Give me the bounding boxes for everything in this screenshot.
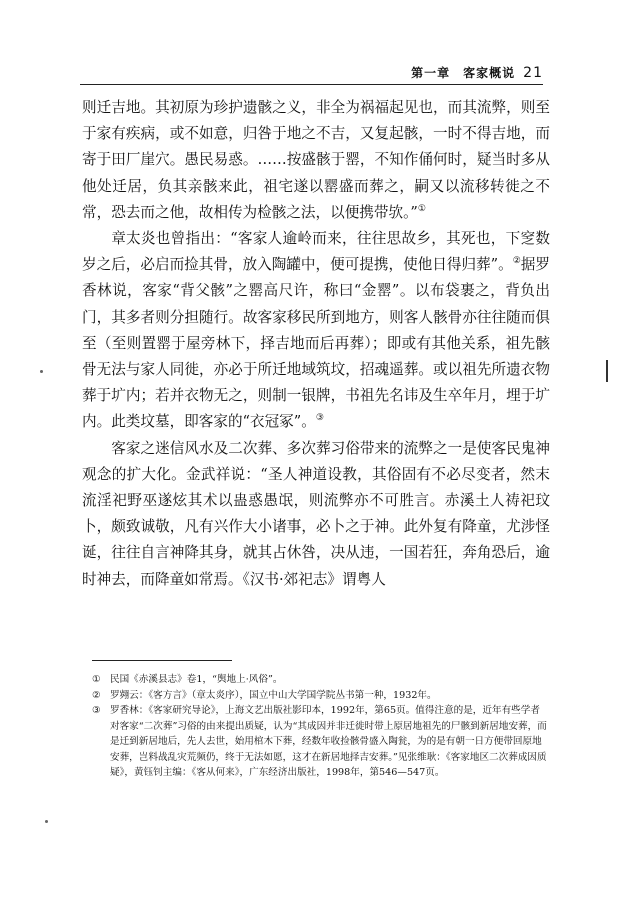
header-text	[411, 64, 543, 81]
paragraph-2a-text: 章太炎也曾指出：“客家人逾岭而来，往往思故乡，其死也，下窆数岁之后，必启而捡其骨，放入陶罐中，便可提携，使他日得归葬”。	[82, 230, 550, 274]
running-title: 第一章 客家概说	[411, 66, 516, 80]
footnote-ref-3: ③	[315, 413, 324, 424]
footnote-mark: ①	[92, 674, 101, 685]
footnotes	[92, 672, 547, 781]
footnote-mark: ③	[92, 705, 101, 716]
paragraph-2	[82, 226, 550, 436]
running-header	[80, 64, 543, 85]
body-text	[82, 95, 550, 593]
scan-speck	[45, 820, 48, 823]
footnote-1	[92, 672, 547, 688]
paragraph-3	[82, 436, 550, 593]
footnote-rule	[92, 660, 232, 661]
footnote-ref-1: ①	[417, 203, 426, 214]
scan-speck	[40, 370, 43, 373]
footnote-2	[92, 688, 547, 704]
paragraph-3-text: 客家之迷信风水及二次葬、多次葬习俗带来的流弊之一是使客民鬼神观念的扩大化。金武祥说：“圣人神道设教，其俗固有不必尽变者，然末流淫祀野巫遂炫其术以蛊惑愚氓，则流弊亦不可胜言。赤溪土人祷祀玟卜，颇致诚敬，凡有兴作大小诸事，必卜之于神。此外复有降童，尤涉怪诞，往往自言神降其身，就其占休咎，决从违，一国若狂，奔角恐后，逾时神去，而降童如常焉。《汉书·郊祀志》谓粤人	[82, 439, 550, 588]
paragraph-1-text: 则迁吉地。其初原为珍护遗骸之义，非全为祸福起见也，而其流弊，则至于家有疾病，或不如意，归咎于地之不吉，又复起骸，一时不得吉地，而寄于田厂崖穴。愚民易惑。……按盛骸于罂，不知作俑何时，疑当时多从他处迁居，负其亲骸来此，祖宅遂以罂盛而葬之，嗣又以流移转徙之不常，恐去而之他，故相传为检骸之法，以便携带欤。”	[82, 99, 550, 221]
footnote-ref-2: ②	[512, 256, 521, 267]
footnote-3	[92, 703, 547, 781]
page-number: 21	[523, 65, 543, 81]
footnote-text: 罗翙云：《客方言》（章太炎序），国立中山大学国学院丛书第一种，1932年。	[110, 689, 437, 701]
footnote-text: 民国《赤溪县志》卷1，“舆地上·风俗”。	[110, 674, 283, 685]
margin-mark	[606, 360, 608, 382]
paragraph-2b-text: 据罗香林说，客家“背父骸”之罂高尺许，称曰“金罂”。以布袋裹之，背负出门，其多者则分担随行。故客家移民所到地方，则客人骸骨亦往往随而俱至（至则置罂于屋旁林下，择吉地而后再葬）；即或有其他关系，祖先骸骨无法与家人同徙，亦必于所迁地域筑坟，招魂遥葬。或以祖先所遗衣物葬于圹内；若并衣物无之，则制一银牌，书祖先名讳及生卒年月，埋于圹内。此类坟墓，即客家的“衣冠冢”。	[82, 256, 550, 431]
paragraph-1	[82, 95, 550, 226]
footnote-text: 罗香林：《客家研究导论》，上海文艺出版社影印本，1992年，第65页。值得注意的是，近年有些学者对客家“二次葬”习俗的由来提出质疑，认为“其成因并非迁徙时带上原居地祖先的尸骸到新居地安葬，而是迁到新居地后，先人去世，始用棺木下葬，经数年收捡骸骨盛入陶瓮，为的是有朝一日方便带回原地安葬，岂料战乱灾荒频仍，终于无法如愿，这才在新居地择吉安葬。”见张维耿：《客家地区二次葬成因质疑》，黄钰钊主编：《客从何来》，广东经济出版社，1998年，第546—547页。	[110, 705, 547, 778]
footnote-mark: ②	[92, 689, 101, 701]
